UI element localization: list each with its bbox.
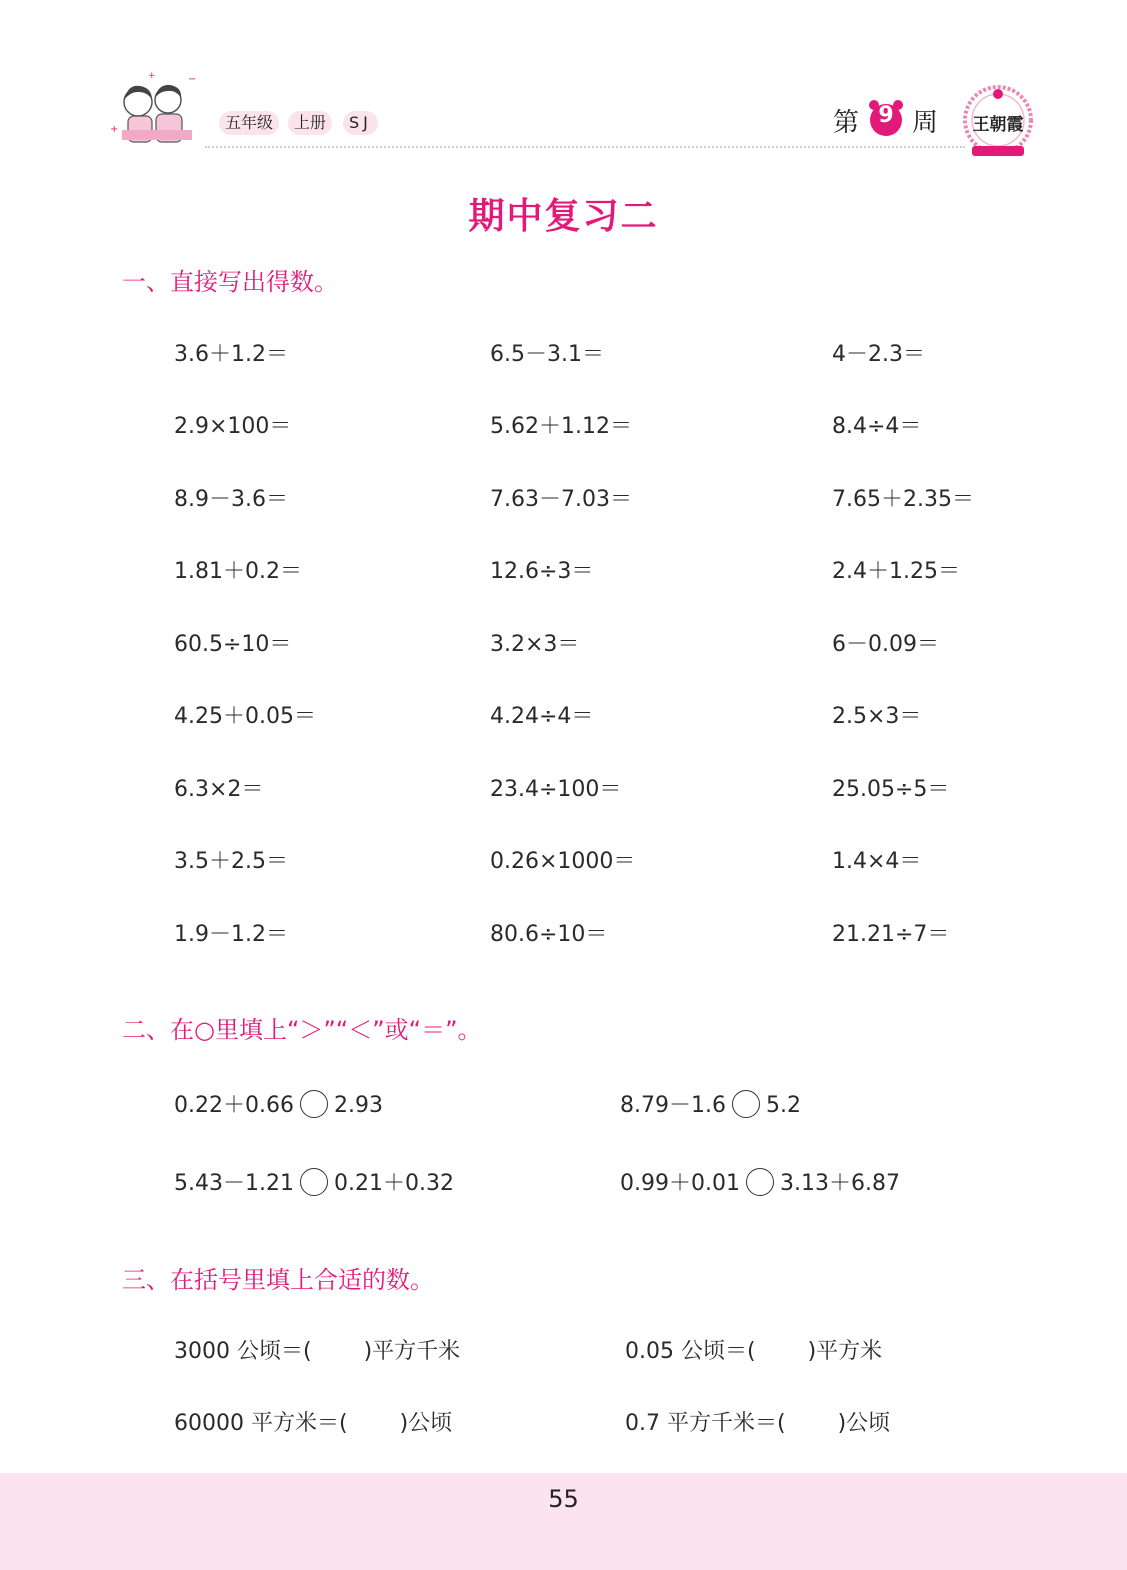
children-illustration-icon	[108, 70, 203, 155]
section-2-heading: 二、在○里填上“＞”“＜”或“＝”。	[122, 1016, 482, 1044]
alarm-clock-icon	[866, 98, 906, 138]
compare-item	[620, 1166, 900, 1197]
compare-item	[174, 1088, 383, 1119]
answer-circle[interactable]	[746, 1168, 774, 1196]
calc-item: 21.21÷7＝	[832, 922, 950, 947]
calc-item: 60.5÷10＝	[174, 632, 292, 657]
calc-item: 0.26×1000＝	[490, 849, 636, 874]
calc-item: 25.05÷5＝	[832, 777, 950, 802]
compare-right: 2.93	[333, 1093, 383, 1118]
calc-item: 4.25＋0.05＝	[174, 704, 316, 729]
calc-item: 12.6÷3＝	[490, 559, 594, 584]
compare-right: 5.2	[765, 1093, 801, 1118]
answer-circle[interactable]	[732, 1090, 760, 1118]
fill-item	[625, 1334, 882, 1365]
week-number: 9	[878, 103, 894, 128]
week-prefix: 第	[833, 108, 860, 138]
calc-item: 1.4×4＝	[832, 849, 922, 874]
compare-left: 0.99＋0.01	[620, 1171, 740, 1196]
fill-item	[174, 1406, 452, 1437]
answer-circle[interactable]	[300, 1168, 328, 1196]
compare-right: 0.21＋0.32	[333, 1171, 454, 1196]
calc-item: 2.5×3＝	[832, 704, 922, 729]
compare-right: 3.13＋6.87	[779, 1171, 900, 1196]
page-number: 55	[548, 1485, 579, 1513]
fill-before: 0.7 平方千米＝(	[625, 1411, 786, 1436]
compare-left: 5.43－1.21	[174, 1171, 294, 1196]
calc-item: 1.9－1.2＝	[174, 922, 288, 947]
grade-label: 五年级	[219, 111, 279, 135]
week-suffix: 周	[912, 108, 939, 138]
compare-item	[620, 1088, 801, 1119]
page-title: 期中复习二	[468, 196, 659, 237]
calc-item: 4－2.3＝	[832, 342, 925, 367]
calc-item: 1.81＋0.2＝	[174, 559, 302, 584]
compare-item	[174, 1166, 454, 1197]
calc-item: 7.63－7.03＝	[490, 487, 632, 512]
fill-after: )平方米	[807, 1339, 883, 1364]
page-header	[0, 0, 1127, 170]
fill-after: )公顷	[837, 1411, 891, 1436]
calc-item: 6－0.09＝	[832, 632, 939, 657]
calc-item: 8.4÷4＝	[832, 414, 922, 439]
calc-item: 7.65＋2.35＝	[832, 487, 974, 512]
section-3-heading: 三、在括号里填上合适的数。	[122, 1266, 434, 1294]
fill-item	[174, 1334, 460, 1365]
calc-item: 5.62＋1.12＝	[490, 414, 632, 439]
section-1-heading: 一、直接写出得数。	[122, 268, 338, 296]
answer-circle[interactable]	[300, 1090, 328, 1118]
calc-item: 80.6÷10＝	[490, 922, 608, 947]
calc-item: 6.5－3.1＝	[490, 342, 604, 367]
calc-item: 3.5＋2.5＝	[174, 849, 288, 874]
fill-after: )公顷	[399, 1411, 453, 1436]
fill-before: 0.05 公顷＝(	[625, 1339, 756, 1364]
header-divider	[205, 146, 965, 148]
fill-item	[625, 1406, 890, 1437]
calc-item: 2.4＋1.25＝	[832, 559, 960, 584]
calc-item: 3.2×3＝	[490, 632, 580, 657]
brand-seal-icon	[960, 80, 1036, 160]
compare-left: 0.22＋0.66	[174, 1093, 294, 1118]
calc-item: 6.3×2＝	[174, 777, 264, 802]
version-label: SJ	[343, 111, 378, 135]
calc-item: 4.24÷4＝	[490, 704, 594, 729]
calc-item: 23.4÷100＝	[490, 777, 622, 802]
compare-left: 8.79－1.6	[620, 1093, 726, 1118]
calc-item: 2.9×100＝	[174, 414, 292, 439]
svg-text:+: +	[148, 71, 156, 81]
fill-before: 60000 平方米＝(	[174, 1411, 348, 1436]
svg-text:+: +	[110, 124, 119, 135]
fill-before: 3000 公顷＝(	[174, 1339, 312, 1364]
page-footer	[0, 1473, 1127, 1570]
calc-item: 8.9－3.6＝	[174, 487, 288, 512]
fill-after: )平方千米	[363, 1339, 461, 1364]
seal-text: 王朝霞	[972, 115, 1024, 135]
calc-item: 3.6＋1.2＝	[174, 342, 288, 367]
svg-text:−: −	[188, 74, 197, 85]
book-label: 上册	[288, 111, 332, 135]
